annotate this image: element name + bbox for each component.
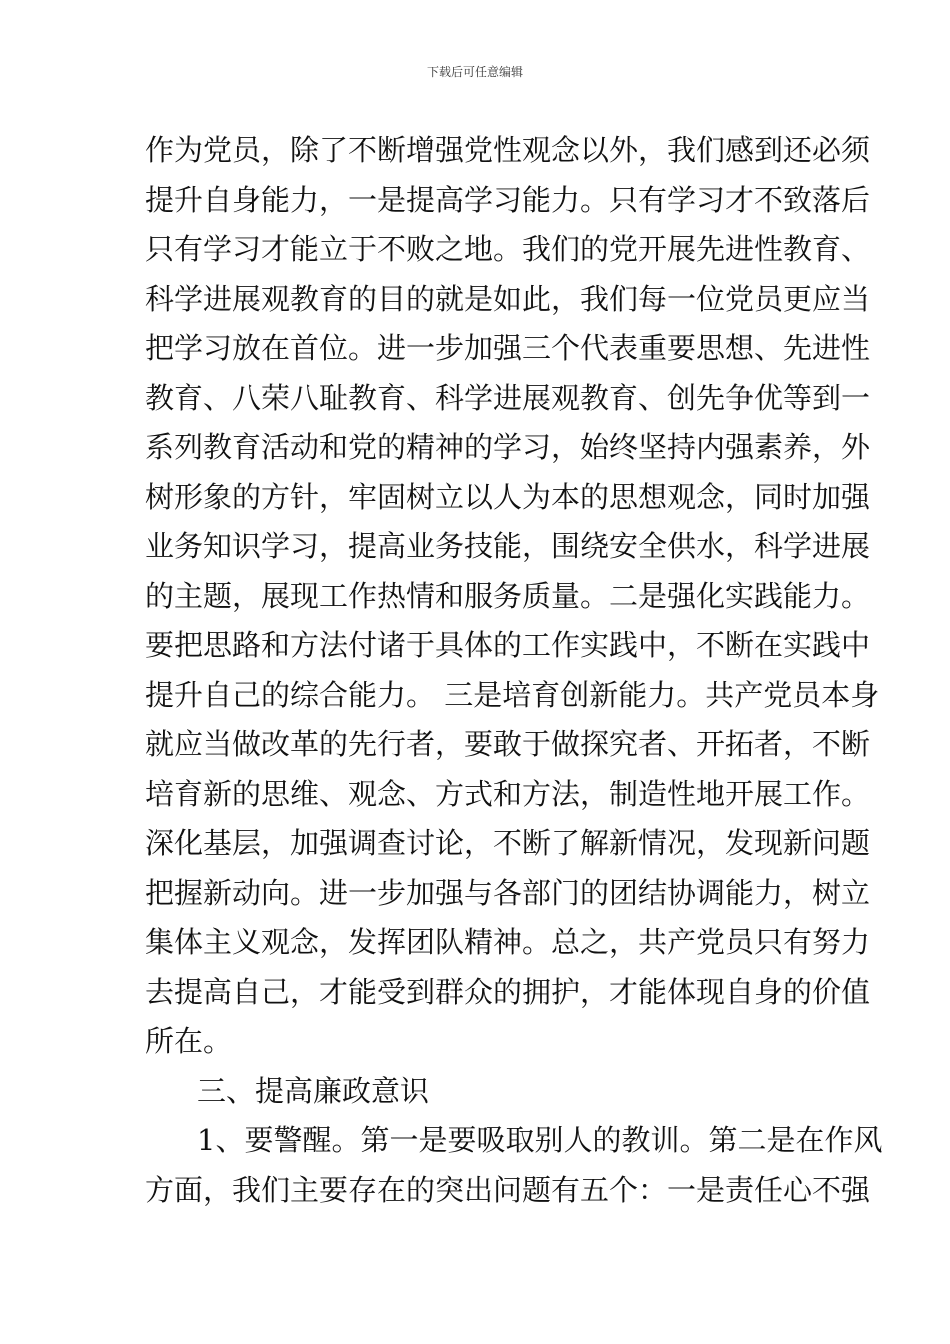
text-line: 所在。 bbox=[145, 1024, 233, 1058]
text-line: 深化基层，加强调查讨论，不断了解新情况，发现新问题 bbox=[145, 826, 871, 860]
text-line: 科学进展观教育的目的就是如此，我们每一位党员更应当 bbox=[145, 281, 871, 316]
document-body bbox=[145, 126, 883, 1215]
text-line: 树形象的方针，牢固树立以人为本的思想观念，同时加强 bbox=[145, 479, 871, 514]
text-line: 集体主义观念，发挥团队精神。总之，共产党员只有努力 bbox=[145, 925, 871, 959]
text-line: 培育新的思维、观念、方式和方法，制造性地开展工作。 bbox=[145, 776, 871, 811]
text-line: 提升自己的综合能力。 三是培育创新能力。共产党员本身 bbox=[145, 677, 880, 712]
text-line: 1、要警醒。第一是要吸取别人的教训。第二是在作风 bbox=[197, 1123, 883, 1157]
page-header: 下载后可任意编辑 bbox=[426, 65, 523, 79]
text-line: 作为党员，除了不断增强党性观念以外，我们感到还必须 bbox=[145, 133, 871, 167]
text-line: 把学习放在首位。进一步加强三个代表重要思想、先进性 bbox=[145, 331, 871, 365]
text-line: 要把思路和方法付诸于具体的工作实践中，不断在实践中 bbox=[145, 628, 871, 662]
text-line: 就应当做改革的先行者，要敢于做探究者、开拓者，不断 bbox=[145, 727, 871, 761]
text-line: 的主题，展现工作热情和服务质量。二是强化实践能力。 bbox=[145, 578, 871, 613]
text-line: 业务知识学习，提高业务技能，围绕安全供水，科学进展 bbox=[145, 529, 871, 563]
text-line: 方面，我们主要存在的突出问题有五个：一是责任心不强 bbox=[145, 1172, 871, 1207]
text-line: 提升自身能力，一是提高学习能力。只有学习才不致落后 bbox=[145, 182, 871, 217]
text-line: 去提高自己，才能受到群众的拥护，才能体现自身的价值 bbox=[145, 974, 871, 1009]
text-line: 系列教育活动和党的精神的学习，始终坚持内强素养，外 bbox=[145, 430, 871, 464]
text-line: 教育、八荣八耻教育、科学进展观教育、创先争优等到一 bbox=[145, 380, 871, 415]
section-heading: 三、提高廉政意识 bbox=[197, 1073, 430, 1108]
text-line: 把握新动向。进一步加强与各部门的团结协调能力，树立 bbox=[145, 875, 871, 910]
text-line: 只有学习才能立于不败之地。我们的党开展先进性教育、 bbox=[145, 232, 871, 266]
